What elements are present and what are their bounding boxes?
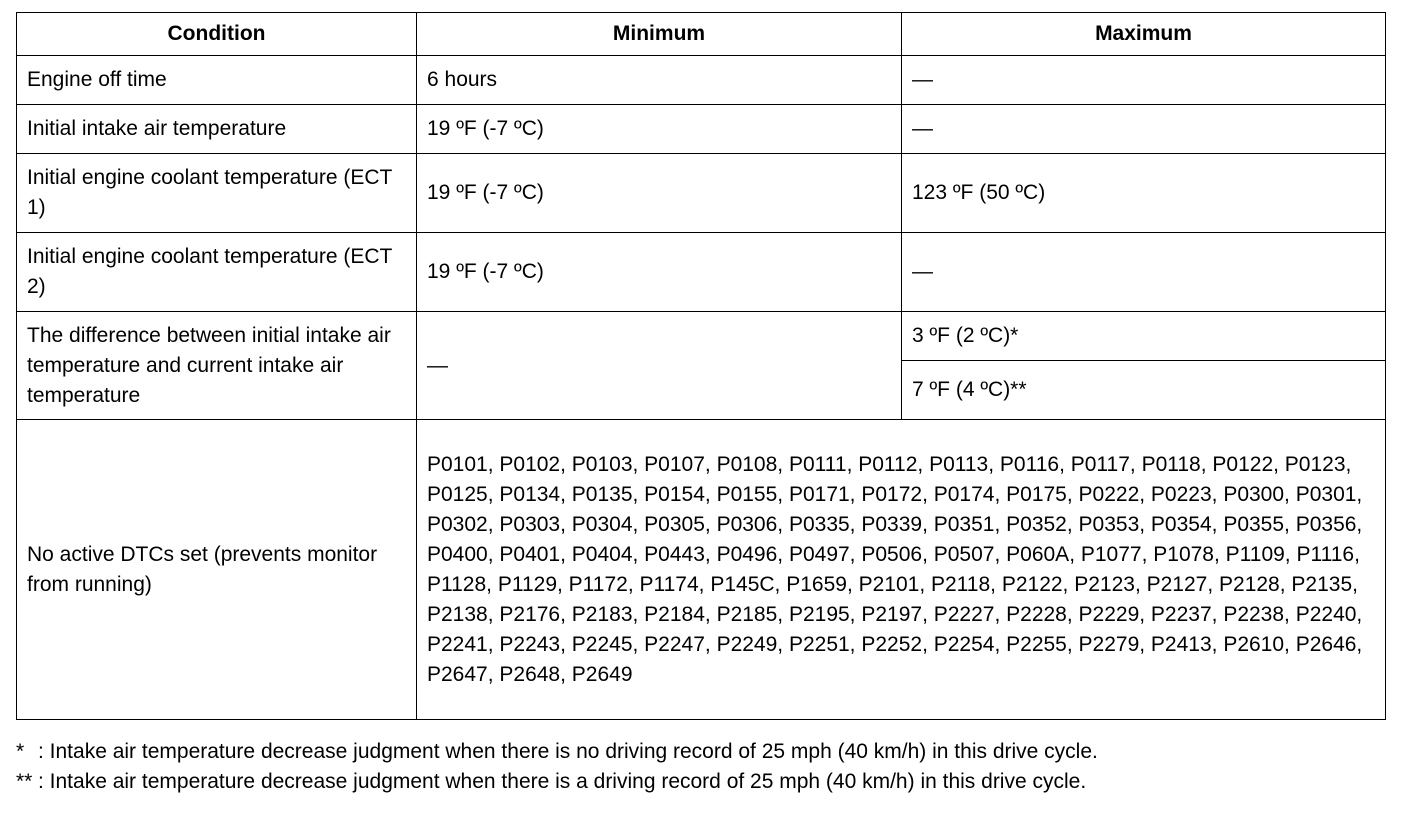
dtc-list: P0101, P0102, P0103, P0107, P0108, P0111, P0112, P0113, P0116, P0117, P0118, P0122, P0123, P0125, P0134, P0135, P0154, P0155, P0171, P0172, P0174, P0175, P0222, P0223, P0300, P0301, P0302, P0303, P0304, P0305, P0306, P0335, P0339, P0351, P0352, P0353, P0354, P0355, P0356, P0400, P0401, P0404, P0443, P0496, P0497, P0506, P0507, P060A, P1077, P1078, P1109, P1116, P1128, P1129, P1172, P1174, P145C, P1659, P2101, P2118, P2122, P2123, P2127, P2128, P2135, P2138, P2176, P2183, P2184, P2185, P2195, P2197, P2227, P2228, P2229, P2237, P2238, P2240, P2241, P2243, P2245, P2247, P2249, P2251, P2252, P2254, P2255, P2279, P2413, P2610, P2646, P2647, P2648, P2649 [427, 452, 1363, 686]
header-maximum: Maximum [902, 13, 1386, 56]
minimum-cell: 19 ºF (-7 ºC) [417, 105, 902, 154]
table-row [17, 420, 1386, 720]
table-row [17, 105, 1386, 154]
condition-cell: No active DTCs set (prevents monitor from running) [17, 420, 417, 720]
maximum-cell: — [902, 56, 1386, 105]
maximum-cell: 7 ºF (4 ºC)** [902, 361, 1386, 420]
footnote-mark: ** [16, 770, 33, 793]
footnote-mark: * [16, 740, 25, 763]
condition-cell: Initial intake air temperature [17, 105, 417, 154]
table-row [17, 233, 1386, 312]
maximum-cell: — [902, 105, 1386, 154]
maximum-cell: 123 ºF (50 ºC) [902, 154, 1386, 233]
dtc-list-cell [417, 420, 1386, 720]
footnote-text: : Intake air temperature decrease judgment when there is a driving record of 25 mph (40 km/h) in this drive cycle. [38, 770, 1087, 793]
condition-cell: Engine off time [17, 56, 417, 105]
minimum-cell: 19 ºF (-7 ºC) [417, 233, 902, 312]
minimum-cell: 6 hours [417, 56, 902, 105]
table-header-row [17, 13, 1386, 56]
maximum-cell: 3 ºF (2 ºC)* [902, 312, 1386, 361]
condition-cell: Initial engine coolant temperature (ECT 1) [17, 154, 417, 233]
table-row [17, 56, 1386, 105]
footnote-text: : Intake air temperature decrease judgment when there is no driving record of 25 mph (40 km/h) in this drive cycle. [38, 740, 1098, 763]
minimum-cell: — [417, 312, 902, 420]
header-condition: Condition [17, 13, 417, 56]
maximum-cell: — [902, 233, 1386, 312]
footnote [16, 767, 1396, 797]
conditions-table [16, 12, 1386, 720]
table-row [17, 312, 1386, 361]
minimum-cell: 19 ºF (-7 ºC) [417, 154, 902, 233]
footnotes [16, 737, 1396, 797]
condition-cell: The difference between initial intake air temperature and current intake air temperature [17, 312, 417, 420]
header-minimum: Minimum [417, 13, 902, 56]
condition-cell: Initial engine coolant temperature (ECT 2) [17, 233, 417, 312]
table-row [17, 154, 1386, 233]
footnote [16, 737, 1396, 767]
